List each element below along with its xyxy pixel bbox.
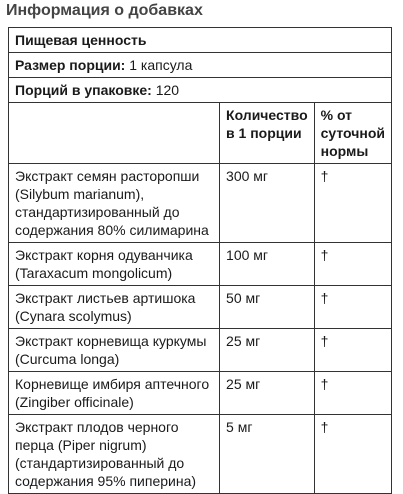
ingredient-amount: 5 мг — [220, 415, 315, 494]
supplement-facts-table — [8, 27, 392, 494]
ingredient-amount: 25 мг — [220, 372, 315, 415]
ingredient-daily-value: † — [314, 243, 391, 286]
serving-size-value: 1 капсула — [129, 57, 193, 73]
page-title: Информация о добавках — [6, 2, 203, 19]
serving-size-label: Размер порции: — [15, 57, 126, 73]
ingredient-daily-value: † — [314, 164, 391, 243]
table-row — [9, 164, 392, 243]
table-row — [9, 243, 392, 286]
ingredient-name: Экстракт корня одуванчика (Taraxacum mongolicum) — [9, 243, 220, 286]
column-header-row — [9, 103, 392, 164]
servings-per-container-row — [9, 78, 392, 103]
ingredient-daily-value: † — [314, 329, 391, 372]
column-header-daily-value: % от суточной нормы — [314, 103, 391, 164]
ingredient-name: Корневище имбиря аптечного (Zingiber officinale) — [9, 372, 220, 415]
ingredient-daily-value: † — [314, 415, 391, 494]
ingredient-amount: 25 мг — [220, 329, 315, 372]
ingredient-name: Экстракт листьев артишока (Cynara scolymus) — [9, 286, 220, 329]
table-row — [9, 329, 392, 372]
table-row — [9, 286, 392, 329]
ingredient-daily-value: † — [314, 372, 391, 415]
ingredient-name: Экстракт плодов черного перца (Piper nigrum) (стандартизированный до содержания 95% пиперина) — [9, 415, 220, 494]
ingredient-name: Экстракт корневища куркумы (Curcuma longa) — [9, 329, 220, 372]
ingredient-amount: 300 мг — [220, 164, 315, 243]
column-header-name — [9, 103, 220, 164]
serving-size-row — [9, 53, 392, 78]
servings-per-container-label: Порций в упаковке: — [15, 82, 152, 98]
table-row — [9, 415, 392, 494]
ingredient-amount: 50 мг — [220, 286, 315, 329]
table-row — [9, 372, 392, 415]
servings-per-container-value: 120 — [155, 82, 180, 98]
facts-header-row — [9, 28, 392, 53]
ingredient-amount: 100 мг — [220, 243, 315, 286]
ingredient-name: Экстракт семян расторопши (Silybum marianum), стандартизированный до содержания 80% силимарина — [9, 164, 220, 243]
ingredient-daily-value: † — [314, 286, 391, 329]
column-header-amount: Количество в 1 порции — [220, 103, 315, 164]
facts-header: Пищевая ценность — [9, 28, 392, 53]
